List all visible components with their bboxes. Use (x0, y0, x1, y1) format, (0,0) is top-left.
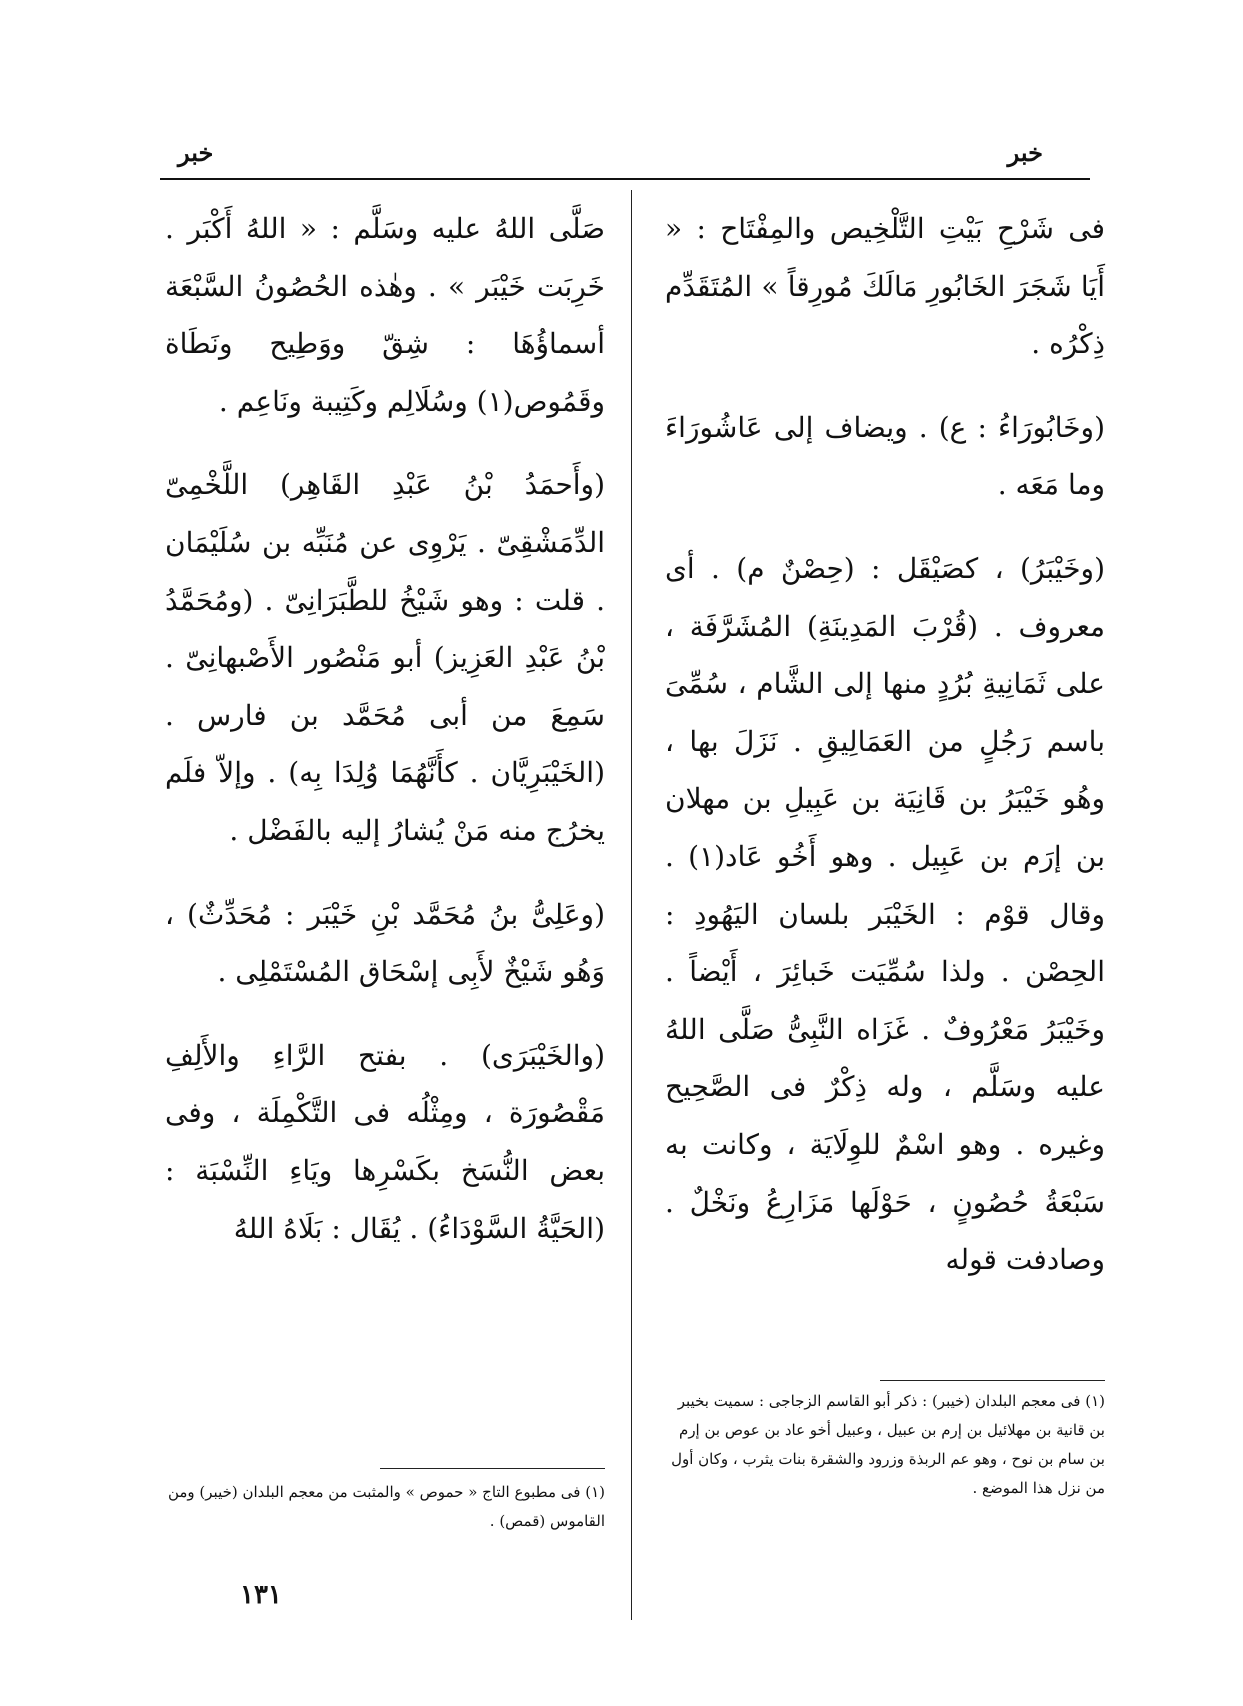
paragraph: صَلَّى اللهُ عليه وسَلَّم : « اللهُ أَكْبَر . خَرِبَت خَيْبَر » . وهٰذه الحُصُونُ السَّبْعَة أسماؤُهَا : شِقّ ووَطِيح ونَطَاة وقَمُوص(١) وسُلَالِم وكَتِيبة ونَاعِم . (165, 212, 605, 418)
footnote-right: (١) فى معجم البلدان (خيبر) : ذكر أبو القاسم الزجاجى : سميت بخيبر بن قانية بن مهلائيل بن إرم بن عبيل ، وعبيل أخو عاد بن عوص بن إرم بن سام بن نوح ، وهو عم الربذة وزرود والشقرة بنات يثرب ، وكان أول من نزل هذا الموضع . (671, 1392, 1105, 1497)
page-number: ١٣١ (240, 1580, 282, 1610)
paragraph: (وعَلِىُّ بنُ مُحَمَّد بْنِ خَيْبَر : مُحَدِّثٌ) ، وَهُو شَيْخٌ لأَبِى إسْحَاق المُسْتَمْلِى . (165, 897, 605, 989)
footnote-rule-right (880, 1380, 1105, 1381)
running-head-left: خبر (178, 138, 214, 167)
paragraph: (وخَيْبَرُ) ، كصَيْقَل : (حِصْنٌ م) . أى معروف . (قُرْبَ المَدِينَةِ) المُشَرَّفَة ، على ثَمَانِيةِ بُرُدٍ منها إلى الشَّام ، سُمِّىَ باسم رَجُلٍ من العَمَالِيقِ . نَزَلَ بها ، وهُو خَيْبَرُ بن قَانِيَة بن عَبِيلِ بن مهلان بن إرَم بن عَبِيل . وهو أَخُو عَاد(١) . وقال قوْم : الخَيْبَر بلسان اليَهُودِ : الحِصْن . ولذا سُمِّيَت خَبائِرَ ، أَيْضاً . وخَيْبَرُ مَعْرُوفٌ . غَزَاه النَّبِىُّ صَلَّى اللهُ عليه وسَلَّم ، وله ذِكْرٌ فى الصَّحِيح وغيره . وهو اسْمٌ للوِلَايَة ، وكانت به سَبْعَةُ حُصُونٍ ، حَوْلَها مَزَارِعُ ونَخْلٌ . وصادفت قوله (665, 551, 1105, 1277)
paragraph: فى شَرْحِ بَيْتِ التَّلْخِيص والمِفْتَاح : « أَيَا شَجَرَ الخَابُورِ مَالَكَ مُورِقاً » المُتَقَدِّم ذِكْرُه . (665, 212, 1105, 361)
right-column (665, 200, 1105, 1315)
header-rule (160, 178, 1090, 180)
paragraph: (وأَحمَدُ بْنُ عَبْدِ القَاهِر) اللَّخْمِىّ الدِّمَشْقِىّ . يَرْوِى عن مُنَبِّه بن سُلَيْمَان . قلت : وهو شَيْخُ للطَّبَرَانِىّ . (ومُحَمَّدُ بْنُ عَبْدِ العَزِيز) أبو مَنْصُور الأَصْبهانِىّ . سَمِعَ من أبى مُحَمَّد بن فارس . (الخَيْبَرِيَّان . كأَنَّهُمَا وُلِدَا بِه) . وإلاّ فلَم يخرُج منه مَنْ يُشارُ إليه بالفَضْل . (165, 468, 605, 847)
paragraph: (وخَابُورَاءُ : ع) . ويضاف إلى عَاشُورَاءَ وما مَعَه . (665, 410, 1105, 502)
footnote-left: (١) فى مطبوع التاج « حموص » والمثبت من معجم البلدان (خيبر) ومن القاموس (قمص) . (167, 1483, 605, 1530)
column-divider (631, 190, 632, 1620)
footnote-rule-left (380, 1468, 605, 1469)
left-column (165, 200, 605, 1283)
running-head-right: خبر (1007, 138, 1043, 167)
paragraph: (والخَيْبَرَى) . بفتح الرَّاءِ والأَلِفِ مَقْصُورَة ، ومِثْلُه فى التَّكْمِلَة ، وفى بعض النُّسَخ بكَسْرِها ويَاءِ النِّسْبَة : (الحَيَّةُ السَّوْدَاءُ) . يُقَال : بَلَاهُ اللهُ (165, 1038, 605, 1245)
